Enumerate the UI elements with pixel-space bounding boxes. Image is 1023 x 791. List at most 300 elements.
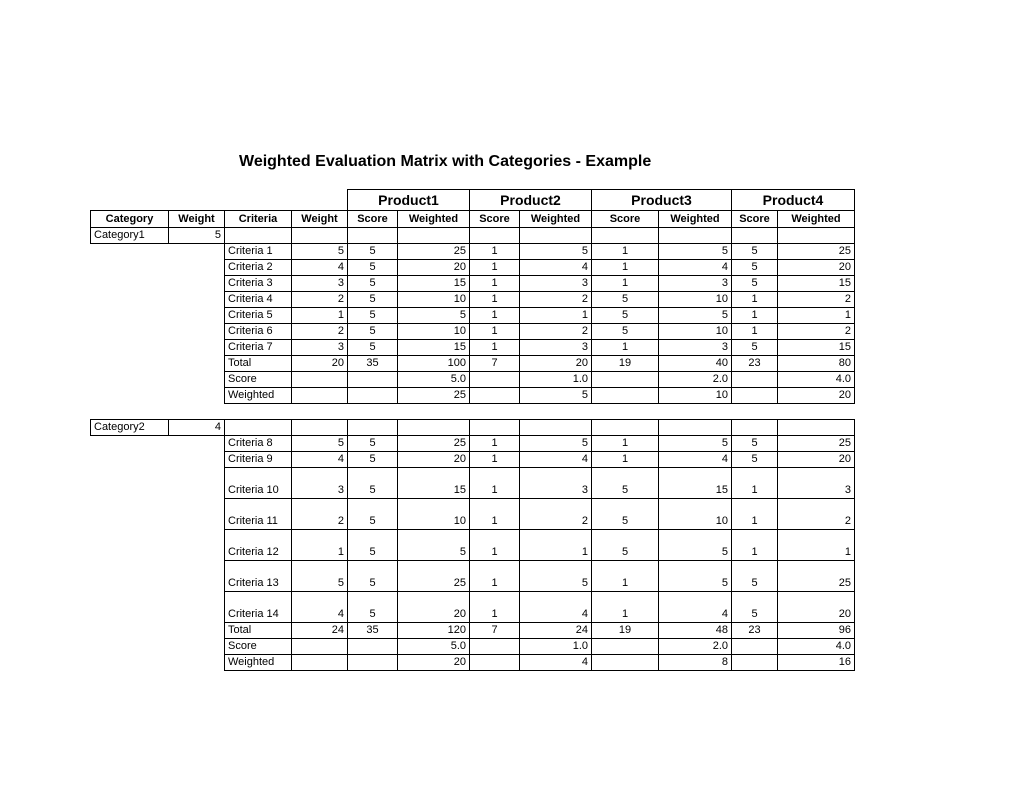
blank-cell (169, 308, 225, 324)
product-score: 1 (470, 244, 520, 260)
criteria-name: Criteria 14 (225, 592, 292, 623)
criteria-name: Criteria 10 (225, 468, 292, 499)
total-weight: 24 (292, 623, 348, 639)
product-score: 5 (348, 308, 398, 324)
product-weighted: 10 (398, 324, 470, 340)
criteria-row (91, 260, 855, 276)
spacer-row (91, 404, 855, 420)
criteria-row (91, 499, 855, 530)
empty-cell (348, 388, 398, 404)
product-weighted: 2 (520, 292, 592, 308)
product-score: 5 (732, 452, 778, 468)
product-weighted: 5 (659, 530, 732, 561)
criteria-row (91, 324, 855, 340)
spacer-cell (91, 404, 855, 420)
category-row (91, 420, 855, 436)
product-weighted: 15 (778, 276, 855, 292)
product-score: 5 (732, 276, 778, 292)
blank-cell (91, 499, 169, 530)
category-weighted-score: 20 (398, 655, 470, 671)
blank-cell (91, 388, 169, 404)
product-score: 5 (348, 260, 398, 276)
product-score: 1 (470, 561, 520, 592)
category-weighted-score: 25 (398, 388, 470, 404)
header-weighted: Weighted (778, 211, 855, 228)
header-score: Score (732, 211, 778, 228)
product-score: 1 (732, 308, 778, 324)
score-label: Score (225, 639, 292, 655)
empty-cell (225, 228, 292, 244)
product-score: 5 (732, 340, 778, 356)
product-weighted: 25 (398, 436, 470, 452)
blank-cell (91, 244, 169, 260)
product-weighted: 3 (778, 468, 855, 499)
empty-cell (592, 228, 659, 244)
total-weighted: 120 (398, 623, 470, 639)
empty-cell (659, 228, 732, 244)
empty-cell (292, 228, 348, 244)
empty-cell (732, 388, 778, 404)
product-score: 5 (592, 468, 659, 499)
product-score: 5 (592, 530, 659, 561)
product-weighted: 25 (778, 244, 855, 260)
score-label: Score (225, 372, 292, 388)
average-score: 2.0 (659, 372, 732, 388)
product-weighted: 20 (398, 452, 470, 468)
total-score: 19 (592, 356, 659, 372)
product-weighted: 4 (659, 592, 732, 623)
product-score: 1 (732, 468, 778, 499)
blank-cell (169, 561, 225, 592)
average-score: 2.0 (659, 639, 732, 655)
product-score: 1 (470, 276, 520, 292)
document-title: Weighted Evaluation Matrix with Categories - Example (239, 153, 652, 170)
product-score: 1 (592, 436, 659, 452)
product-weighted: 2 (778, 499, 855, 530)
criteria-weight: 2 (292, 499, 348, 530)
blank-cell (91, 452, 169, 468)
category-weighted-score: 5 (520, 388, 592, 404)
product-weighted: 10 (398, 292, 470, 308)
blank-cell (169, 655, 225, 671)
product-score: 5 (348, 340, 398, 356)
total-label: Total (225, 356, 292, 372)
header-score: Score (470, 211, 520, 228)
product-weighted: 5 (659, 561, 732, 592)
product-header-1: Product1 (348, 190, 470, 211)
score-row (91, 639, 855, 655)
product-weighted: 15 (778, 340, 855, 356)
empty-cell (470, 655, 520, 671)
criteria-row (91, 452, 855, 468)
total-score: 23 (732, 623, 778, 639)
product-score: 1 (470, 592, 520, 623)
criteria-row (91, 244, 855, 260)
product-weighted: 2 (778, 292, 855, 308)
product-weighted: 25 (398, 244, 470, 260)
total-score: 35 (348, 623, 398, 639)
criteria-weight: 1 (292, 308, 348, 324)
empty-cell (592, 388, 659, 404)
product-weighted: 2 (778, 324, 855, 340)
criteria-row (91, 592, 855, 623)
empty-cell (292, 655, 348, 671)
empty-cell (732, 639, 778, 655)
product-weighted: 4 (520, 452, 592, 468)
blank-cell (169, 340, 225, 356)
criteria-name: Criteria 12 (225, 530, 292, 561)
product-weighted: 25 (778, 561, 855, 592)
product-score: 5 (732, 436, 778, 452)
empty-cell (225, 420, 292, 436)
criteria-name: Criteria 3 (225, 276, 292, 292)
product-score: 5 (732, 561, 778, 592)
empty-cell (592, 639, 659, 655)
product-score: 5 (348, 276, 398, 292)
empty-cell (348, 372, 398, 388)
product-weighted: 5 (398, 530, 470, 561)
product-score: 1 (470, 308, 520, 324)
criteria-name: Criteria 4 (225, 292, 292, 308)
product-score: 1 (592, 592, 659, 623)
product-score: 5 (348, 324, 398, 340)
blank-cell (91, 639, 169, 655)
total-weighted: 96 (778, 623, 855, 639)
product-score: 5 (592, 308, 659, 324)
blank-cell (91, 324, 169, 340)
criteria-name: Criteria 1 (225, 244, 292, 260)
product-weighted: 1 (778, 308, 855, 324)
total-label: Total (225, 623, 292, 639)
blank-cell (91, 260, 169, 276)
product-score: 5 (592, 499, 659, 530)
empty-cell (592, 372, 659, 388)
product-score: 5 (592, 292, 659, 308)
empty-cell (292, 420, 348, 436)
blank-cell (91, 372, 169, 388)
product-score: 5 (348, 452, 398, 468)
total-row (91, 356, 855, 372)
blank-cell (91, 340, 169, 356)
empty-cell (292, 372, 348, 388)
header-score: Score (592, 211, 659, 228)
header-weighted: Weighted (520, 211, 592, 228)
product-weighted: 25 (398, 561, 470, 592)
empty-cell (398, 420, 470, 436)
product-score: 1 (592, 340, 659, 356)
criteria-name: Criteria 9 (225, 452, 292, 468)
average-score: 4.0 (778, 372, 855, 388)
product-weighted: 15 (398, 340, 470, 356)
category-weighted-score: 16 (778, 655, 855, 671)
empty-cell (348, 228, 398, 244)
total-weighted: 100 (398, 356, 470, 372)
blank-cell (169, 623, 225, 639)
blank-cell (91, 436, 169, 452)
category-weighted-score: 20 (778, 388, 855, 404)
weighted-label: Weighted (225, 388, 292, 404)
blank-cell (169, 388, 225, 404)
average-score: 5.0 (398, 639, 470, 655)
criteria-weight: 3 (292, 468, 348, 499)
product-weighted: 10 (659, 324, 732, 340)
product-score: 5 (348, 592, 398, 623)
header-score: Score (348, 211, 398, 228)
product-weighted: 3 (520, 468, 592, 499)
blank-cell (91, 561, 169, 592)
product-weighted: 2 (520, 499, 592, 530)
product-weighted: 20 (778, 592, 855, 623)
blank-cell (91, 190, 348, 211)
criteria-row (91, 292, 855, 308)
total-weighted: 20 (520, 356, 592, 372)
average-score: 1.0 (520, 372, 592, 388)
header-weight: Weight (169, 211, 225, 228)
criteria-row (91, 468, 855, 499)
product-score: 5 (732, 244, 778, 260)
criteria-row (91, 561, 855, 592)
criteria-weight: 4 (292, 260, 348, 276)
product-weighted: 5 (659, 308, 732, 324)
product-header-3: Product3 (592, 190, 732, 211)
product-weighted: 3 (659, 340, 732, 356)
product-header-2: Product2 (470, 190, 592, 211)
category-name: Category2 (91, 420, 169, 436)
product-score: 5 (348, 244, 398, 260)
total-score: 7 (470, 356, 520, 372)
product-weighted: 20 (778, 260, 855, 276)
empty-cell (659, 420, 732, 436)
empty-cell (470, 372, 520, 388)
total-weighted: 48 (659, 623, 732, 639)
criteria-weight: 4 (292, 452, 348, 468)
empty-cell (732, 228, 778, 244)
product-score: 1 (592, 276, 659, 292)
blank-cell (169, 260, 225, 276)
product-weighted: 10 (398, 499, 470, 530)
criteria-name: Criteria 2 (225, 260, 292, 276)
average-score: 1.0 (520, 639, 592, 655)
weighted-label: Weighted (225, 655, 292, 671)
criteria-row (91, 340, 855, 356)
empty-cell (348, 420, 398, 436)
blank-cell (91, 655, 169, 671)
product-weighted: 1 (520, 530, 592, 561)
product-weighted: 25 (778, 436, 855, 452)
product-score: 1 (732, 292, 778, 308)
criteria-name: Criteria 13 (225, 561, 292, 592)
product-weighted: 3 (659, 276, 732, 292)
evaluation-matrix (90, 189, 855, 671)
product-score: 1 (732, 324, 778, 340)
blank-cell (169, 244, 225, 260)
blank-cell (169, 276, 225, 292)
criteria-weight: 2 (292, 324, 348, 340)
empty-cell (470, 228, 520, 244)
empty-cell (732, 372, 778, 388)
product-weighted: 5 (520, 244, 592, 260)
criteria-name: Criteria 8 (225, 436, 292, 452)
total-score: 19 (592, 623, 659, 639)
criteria-weight: 3 (292, 276, 348, 292)
empty-cell (778, 228, 855, 244)
criteria-weight: 4 (292, 592, 348, 623)
product-score: 1 (592, 561, 659, 592)
product-score: 1 (470, 499, 520, 530)
product-weighted: 5 (520, 561, 592, 592)
empty-cell (292, 639, 348, 655)
product-weighted: 10 (659, 292, 732, 308)
product-score: 1 (470, 340, 520, 356)
blank-cell (169, 452, 225, 468)
product-score: 1 (592, 452, 659, 468)
empty-cell (520, 228, 592, 244)
product-score: 1 (470, 452, 520, 468)
blank-cell (169, 292, 225, 308)
product-score: 5 (348, 530, 398, 561)
product-score: 1 (470, 324, 520, 340)
criteria-name: Criteria 11 (225, 499, 292, 530)
criteria-row (91, 276, 855, 292)
product-score: 1 (470, 260, 520, 276)
average-score: 5.0 (398, 372, 470, 388)
product-weighted: 3 (520, 276, 592, 292)
criteria-name: Criteria 7 (225, 340, 292, 356)
total-score: 23 (732, 356, 778, 372)
blank-cell (169, 639, 225, 655)
criteria-name: Criteria 5 (225, 308, 292, 324)
criteria-weight: 5 (292, 561, 348, 592)
product-header-4: Product4 (732, 190, 855, 211)
header-category: Category (91, 211, 169, 228)
product-score: 1 (470, 468, 520, 499)
empty-cell (292, 388, 348, 404)
blank-cell (91, 308, 169, 324)
product-score: 1 (732, 499, 778, 530)
product-weighted: 3 (520, 340, 592, 356)
category-weighted-score: 4 (520, 655, 592, 671)
empty-cell (732, 420, 778, 436)
average-score: 4.0 (778, 639, 855, 655)
product-weighted: 5 (659, 244, 732, 260)
product-score: 5 (348, 499, 398, 530)
product-score: 1 (592, 260, 659, 276)
category-weight: 4 (169, 420, 225, 436)
blank-cell (91, 356, 169, 372)
blank-cell (169, 356, 225, 372)
empty-cell (592, 420, 659, 436)
product-weighted: 20 (778, 452, 855, 468)
criteria-name: Criteria 6 (225, 324, 292, 340)
product-weighted: 5 (520, 436, 592, 452)
empty-cell (398, 228, 470, 244)
product-weighted: 10 (659, 499, 732, 530)
product-weighted: 4 (520, 260, 592, 276)
header-criteria-weight: Weight (292, 211, 348, 228)
blank-cell (91, 468, 169, 499)
total-weight: 20 (292, 356, 348, 372)
product-weighted: 1 (778, 530, 855, 561)
product-score: 1 (592, 244, 659, 260)
blank-cell (91, 623, 169, 639)
criteria-weight: 5 (292, 244, 348, 260)
product-header-row (91, 190, 855, 211)
blank-cell (169, 468, 225, 499)
empty-cell (778, 420, 855, 436)
product-weighted: 4 (659, 260, 732, 276)
blank-cell (91, 292, 169, 308)
criteria-row (91, 436, 855, 452)
product-score: 1 (470, 292, 520, 308)
product-score: 5 (732, 260, 778, 276)
header-weighted: Weighted (398, 211, 470, 228)
blank-cell (169, 436, 225, 452)
product-score: 1 (470, 530, 520, 561)
product-weighted: 4 (520, 592, 592, 623)
category-name: Category1 (91, 228, 169, 244)
product-weighted: 5 (398, 308, 470, 324)
empty-cell (732, 655, 778, 671)
score-row (91, 372, 855, 388)
category-weight: 5 (169, 228, 225, 244)
empty-cell (520, 420, 592, 436)
product-score: 5 (732, 592, 778, 623)
criteria-weight: 3 (292, 340, 348, 356)
product-score: 5 (348, 292, 398, 308)
total-weighted: 24 (520, 623, 592, 639)
column-header-row (91, 211, 855, 228)
criteria-weight: 1 (292, 530, 348, 561)
product-score: 5 (348, 436, 398, 452)
product-weighted: 15 (398, 276, 470, 292)
blank-cell (169, 324, 225, 340)
product-score: 5 (592, 324, 659, 340)
blank-cell (169, 530, 225, 561)
criteria-weight: 5 (292, 436, 348, 452)
blank-cell (91, 530, 169, 561)
empty-cell (470, 639, 520, 655)
empty-cell (348, 639, 398, 655)
product-weighted: 5 (659, 436, 732, 452)
total-score: 35 (348, 356, 398, 372)
total-weighted: 40 (659, 356, 732, 372)
product-weighted: 1 (520, 308, 592, 324)
product-weighted: 2 (520, 324, 592, 340)
empty-cell (470, 388, 520, 404)
total-row (91, 623, 855, 639)
total-weighted: 80 (778, 356, 855, 372)
category-weighted-score: 10 (659, 388, 732, 404)
blank-cell (91, 276, 169, 292)
product-score: 5 (348, 561, 398, 592)
category-weighted-score: 8 (659, 655, 732, 671)
blank-cell (91, 592, 169, 623)
empty-cell (470, 420, 520, 436)
criteria-row (91, 530, 855, 561)
empty-cell (348, 655, 398, 671)
product-weighted: 15 (659, 468, 732, 499)
blank-cell (169, 372, 225, 388)
product-weighted: 15 (398, 468, 470, 499)
criteria-row (91, 308, 855, 324)
criteria-weight: 2 (292, 292, 348, 308)
product-weighted: 20 (398, 592, 470, 623)
total-score: 7 (470, 623, 520, 639)
blank-cell (169, 499, 225, 530)
header-weighted: Weighted (659, 211, 732, 228)
category-row (91, 228, 855, 244)
empty-cell (592, 655, 659, 671)
